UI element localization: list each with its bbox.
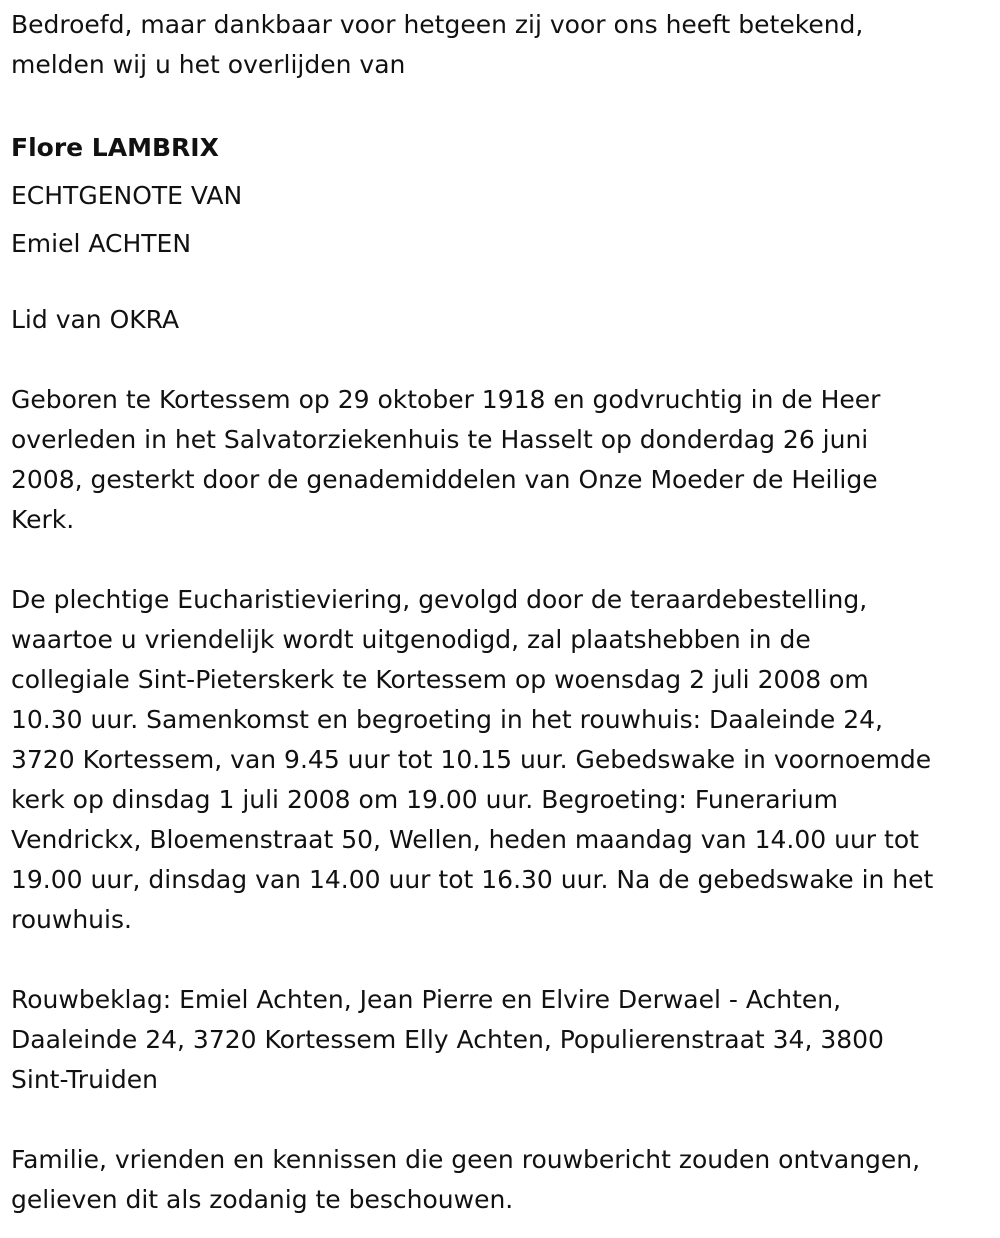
text-line: Lid van OKRA bbox=[11, 305, 180, 334]
relation-label: ECHTGENOTE VAN bbox=[11, 181, 243, 210]
text-line: Vendrickx, Bloemenstraat 50, Wellen, heden maandag van 14.00 uur tot bbox=[11, 825, 919, 854]
text-line: collegiale Sint-Pieterskerk te Kortessem op woensdag 2 juli 2008 om bbox=[11, 665, 869, 694]
closing-paragraph bbox=[11, 1140, 986, 1220]
text-line: 19.00 uur, dinsdag van 14.00 uur tot 16.30 uur. Na de gebedswake in het bbox=[11, 865, 934, 894]
text-line: 3720 Kortessem, van 9.45 uur tot 10.15 uur. Gebedswake in voornoemde bbox=[11, 745, 932, 774]
text-line: kerk op dinsdag 1 juli 2008 om 19.00 uur. Begroeting: Funerarium bbox=[11, 785, 838, 814]
intro-paragraph bbox=[11, 5, 986, 85]
text-line: Bedroefd, maar dankbaar voor hetgeen zij voor ons heeft betekend, bbox=[11, 10, 864, 39]
ceremony-paragraph bbox=[11, 580, 986, 940]
birth-death-paragraph bbox=[11, 380, 986, 540]
text-line: Rouwbeklag: Emiel Achten, Jean Pierre en Elvire Derwael - Achten, bbox=[11, 985, 842, 1014]
death-notice bbox=[11, 5, 986, 1220]
text-line: gelieven dit als zodanig te beschouwen. bbox=[11, 1185, 514, 1214]
text-line: waartoe u vriendelijk wordt uitgenodigd, zal plaatshebben in de bbox=[11, 625, 811, 654]
deceased-name: Flore LAMBRIX bbox=[11, 133, 219, 162]
text-line: rouwhuis. bbox=[11, 905, 132, 934]
text-line: Kerk. bbox=[11, 505, 75, 534]
text-line: Sint-Truiden bbox=[11, 1065, 158, 1094]
text-line: De plechtige Eucharistieviering, gevolgd door de teraardebestelling, bbox=[11, 585, 868, 614]
text-line: Daaleinde 24, 3720 Kortessem Elly Achten, Populierenstraat 34, 3800 bbox=[11, 1025, 884, 1054]
text-line: melden wij u het overlijden van bbox=[11, 50, 406, 79]
text-line: overleden in het Salvatorziekenhuis te Hasselt op donderdag 26 juni bbox=[11, 425, 869, 454]
text-line: 10.30 uur. Samenkomst en begroeting in het rouwhuis: Daaleinde 24, bbox=[11, 705, 883, 734]
text-line: Geboren te Kortessem op 29 oktober 1918 en godvruchtig in de Heer bbox=[11, 385, 881, 414]
text-line: 2008, gesterkt door de genademiddelen van Onze Moeder de Heilige bbox=[11, 465, 878, 494]
spouse-name: Emiel ACHTEN bbox=[11, 229, 192, 258]
mourning-paragraph bbox=[11, 980, 986, 1100]
text-line: Familie, vrienden en kennissen die geen rouwbericht zouden ontvangen, bbox=[11, 1145, 921, 1174]
membership bbox=[11, 300, 986, 340]
